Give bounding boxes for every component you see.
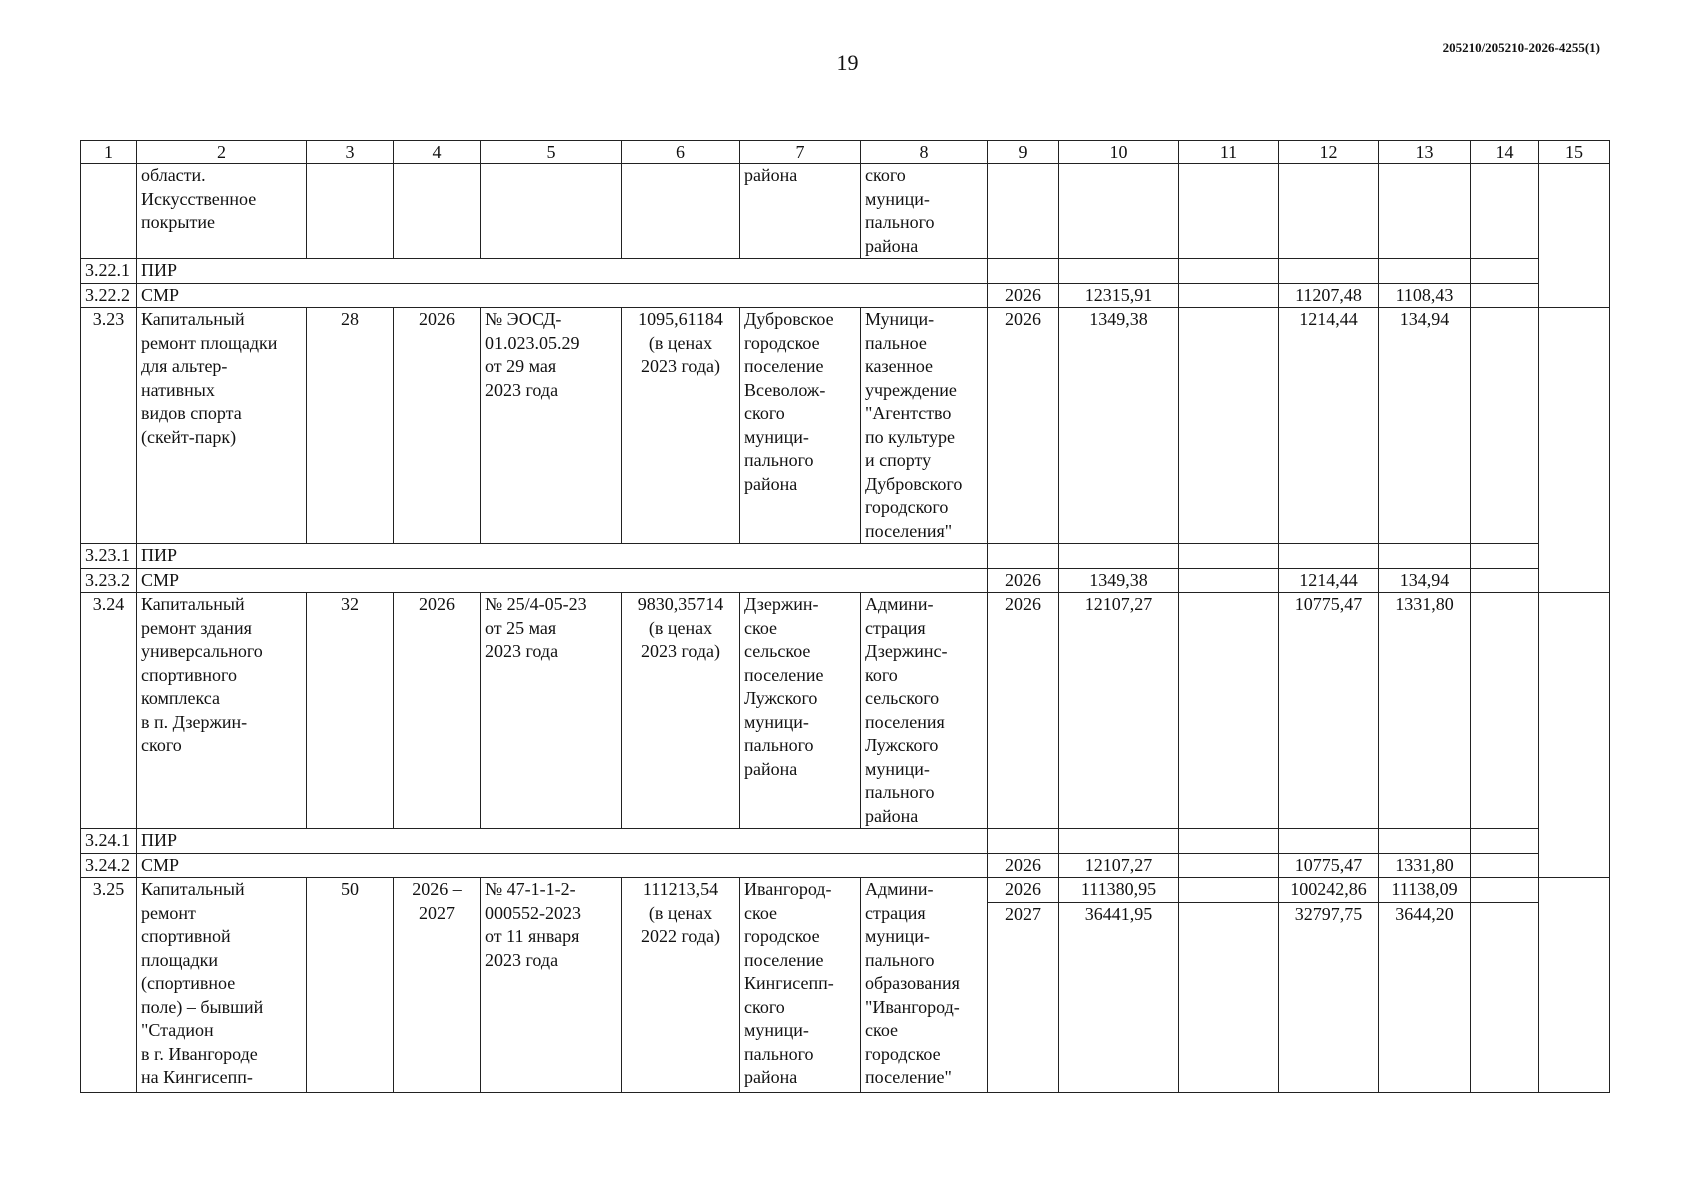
local-budget-cell: 3644,20	[1379, 902, 1471, 1092]
page-number: 19	[836, 50, 859, 75]
regional-budget-cell: 10775,47	[1279, 593, 1379, 829]
table-row	[81, 544, 1610, 569]
column-number: 3	[307, 141, 394, 164]
column-number: 4	[394, 141, 481, 164]
capacity-cell: 50	[307, 878, 394, 1093]
document-code: 205210/205210-2026-4255(1)	[1442, 40, 1600, 55]
municipality: Дубровское городское поселение Всеволож- ского муници- пального района	[740, 308, 861, 544]
row-number: 3.23.2	[81, 568, 137, 593]
year-cell: 2027	[988, 902, 1059, 1092]
row-number: 3.24	[81, 593, 137, 829]
period-cell: 2026	[394, 308, 481, 544]
local-budget-cell: 1331,80	[1379, 853, 1471, 878]
table-row	[81, 853, 1610, 878]
column-number: 5	[481, 141, 622, 164]
work-type: СМР	[137, 568, 988, 593]
work-type: ПИР	[137, 544, 988, 569]
row-number: 3.23.1	[81, 544, 137, 569]
regional-budget-cell: 11207,48	[1279, 283, 1379, 308]
table-row	[81, 308, 1610, 544]
object-name: области. Искусственное покрытие	[137, 164, 307, 259]
municipality: Ивангород- ское городское поселение Кингисепп- ского муници- пального района	[740, 878, 861, 1093]
continued-row	[81, 164, 1610, 259]
column-number-row	[81, 141, 1610, 164]
table-row	[81, 593, 1610, 829]
column-number: 13	[1379, 141, 1471, 164]
local-budget-cell: 134,94	[1379, 568, 1471, 593]
year-cell: 2026	[988, 593, 1059, 829]
cost-cell: 111213,54 (в ценах 2022 года)	[622, 878, 740, 1093]
object-name: Капитальный ремонт площадки для альтер- нативных видов спорта (скейт-парк)	[137, 308, 307, 544]
column-number: 6	[622, 141, 740, 164]
column-number: 1	[81, 141, 137, 164]
work-type: ПИР	[137, 259, 988, 284]
total-cell: 111380,95	[1059, 878, 1179, 903]
column-number: 2	[137, 141, 307, 164]
year-cell: 2026	[988, 853, 1059, 878]
expertise-cell: № 25/4-05-23 от 25 мая 2023 года	[481, 593, 622, 829]
period-cell: 2026	[394, 593, 481, 829]
customer: Админи- страция Дзержинс- кого сельского поселения Лужского муници- пального района	[861, 593, 988, 829]
capacity-cell: 32	[307, 593, 394, 829]
year-cell: 2026	[988, 878, 1059, 903]
customer: ского муници- пального района	[861, 164, 988, 259]
year-cell: 2026	[988, 283, 1059, 308]
row-number: 3.24.2	[81, 853, 137, 878]
object-name: Капитальный ремонт здания универсального спортивного комплекса в п. Дзержин- ского	[137, 593, 307, 829]
row-number: 3.22.1	[81, 259, 137, 284]
cost-cell: 9830,35714 (в ценах 2023 года)	[622, 593, 740, 829]
column-number: 15	[1539, 141, 1610, 164]
table-row	[81, 259, 1610, 284]
table-row	[81, 878, 1610, 903]
total-cell: 1349,38	[1059, 568, 1179, 593]
column-number: 10	[1059, 141, 1179, 164]
column-number: 12	[1279, 141, 1379, 164]
regional-budget-cell: 32797,75	[1279, 902, 1379, 1092]
customer: Админи- страция муници- пального образования "Ивангород- ское городское поселение"	[861, 878, 988, 1093]
row-number: 3.25	[81, 878, 137, 1093]
regional-budget-cell: 10775,47	[1279, 853, 1379, 878]
capacity-cell: 28	[307, 308, 394, 544]
table-row	[81, 829, 1610, 854]
regional-budget-cell: 100242,86	[1279, 878, 1379, 903]
column-number: 14	[1471, 141, 1539, 164]
work-type: ПИР	[137, 829, 988, 854]
table-row	[81, 283, 1610, 308]
total-cell: 1349,38	[1059, 308, 1179, 544]
total-cell: 12107,27	[1059, 593, 1179, 829]
cost-cell: 1095,61184 (в ценах 2023 года)	[622, 308, 740, 544]
column-number: 9	[988, 141, 1059, 164]
total-cell: 12315,91	[1059, 283, 1179, 308]
column-number: 11	[1179, 141, 1279, 164]
expertise-cell: № 47-1-1-2- 000552-2023 от 11 января 2023 года	[481, 878, 622, 1093]
municipality: района	[740, 164, 861, 259]
row-number: 3.23	[81, 308, 137, 544]
work-type: СМР	[137, 283, 988, 308]
local-budget-cell: 134,94	[1379, 308, 1471, 544]
table-row	[81, 568, 1610, 593]
local-budget-cell: 11138,09	[1379, 878, 1471, 903]
regional-budget-cell: 1214,44	[1279, 568, 1379, 593]
column-number: 8	[861, 141, 988, 164]
expertise-cell: № ЭОСД- 01.023.05.29 от 29 мая 2023 года	[481, 308, 622, 544]
customer: Муници- пальное казенное учреждение "Агентство по культуре и спорту Дубровского городского поселения"	[861, 308, 988, 544]
regional-budget-cell: 1214,44	[1279, 308, 1379, 544]
year-cell: 2026	[988, 308, 1059, 544]
total-cell: 36441,95	[1059, 902, 1179, 1092]
object-name: Капитальный ремонт спортивной площадки (спортивное поле) – бывший "Стадион в г. Ивангороде на Кингисепп-	[137, 878, 307, 1093]
row-number: 3.22.2	[81, 283, 137, 308]
period-cell: 2026 – 2027	[394, 878, 481, 1093]
year-cell: 2026	[988, 568, 1059, 593]
municipality: Дзержин- ское сельское поселение Лужского муници- пального района	[740, 593, 861, 829]
total-cell: 12107,27	[1059, 853, 1179, 878]
program-table	[80, 140, 1610, 1093]
local-budget-cell: 1331,80	[1379, 593, 1471, 829]
column-number: 7	[740, 141, 861, 164]
local-budget-cell: 1108,43	[1379, 283, 1471, 308]
row-number: 3.24.1	[81, 829, 137, 854]
work-type: СМР	[137, 853, 988, 878]
